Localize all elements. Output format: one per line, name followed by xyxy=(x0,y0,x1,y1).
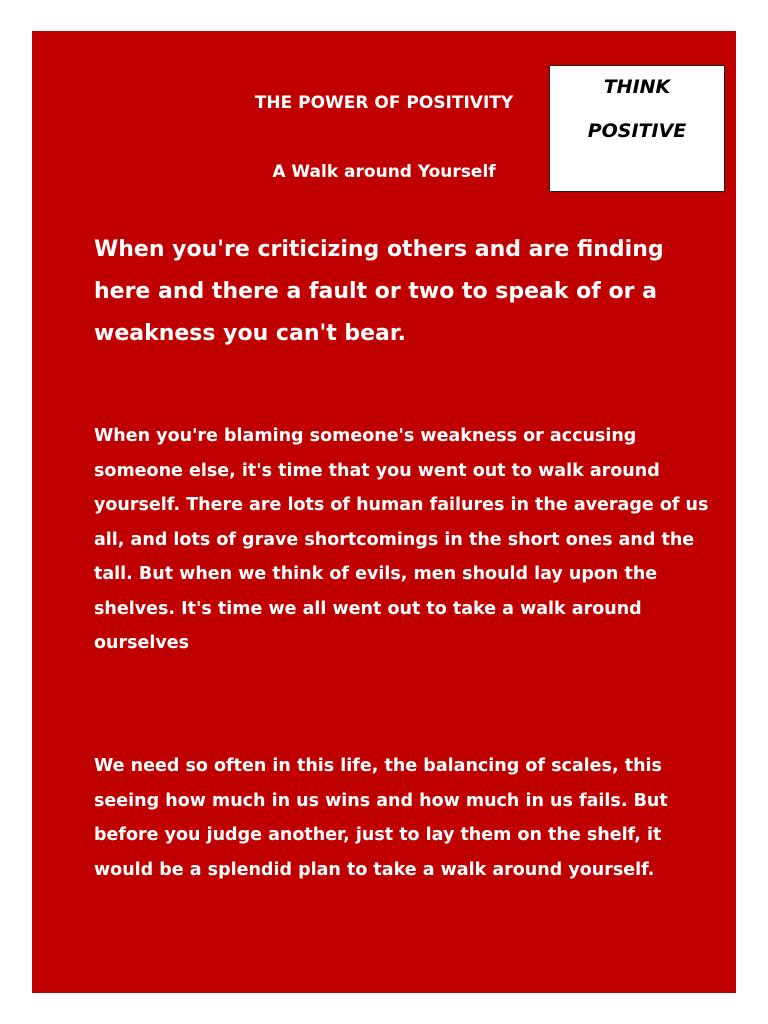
badge-line-positive: POSITIVE xyxy=(587,120,687,142)
poster-subtitle: A Walk around Yourself xyxy=(272,162,496,182)
lead-paragraph: When you're criticizing others and are finding here and there a fault or two to speak of or a weakness you can't bear. xyxy=(94,237,664,346)
poster-page xyxy=(32,31,736,993)
body-paragraph-2: We need so often in this life, the balancing of scales, this seeing how much in us wins and how much in us fails. But before you judge another, just to lay them on the shelf, it would be a splendid plan to take a walk around yourself. xyxy=(94,756,668,880)
poster-title: THE POWER OF POSITIVITY xyxy=(254,93,514,113)
think-positive-badge xyxy=(549,65,725,192)
badge-line-think: THINK xyxy=(603,76,671,98)
body-paragraph-1: When you're blaming someone's weakness or accusing someone else, it's time that you went out to walk around yourself. There are lots of human failures in the average of us all, and lots of grave shortcomings in the short ones and the tall. But when we think of evils, men should lay upon the shelves. It's time we all went out to take a walk around ourselves xyxy=(94,426,709,653)
